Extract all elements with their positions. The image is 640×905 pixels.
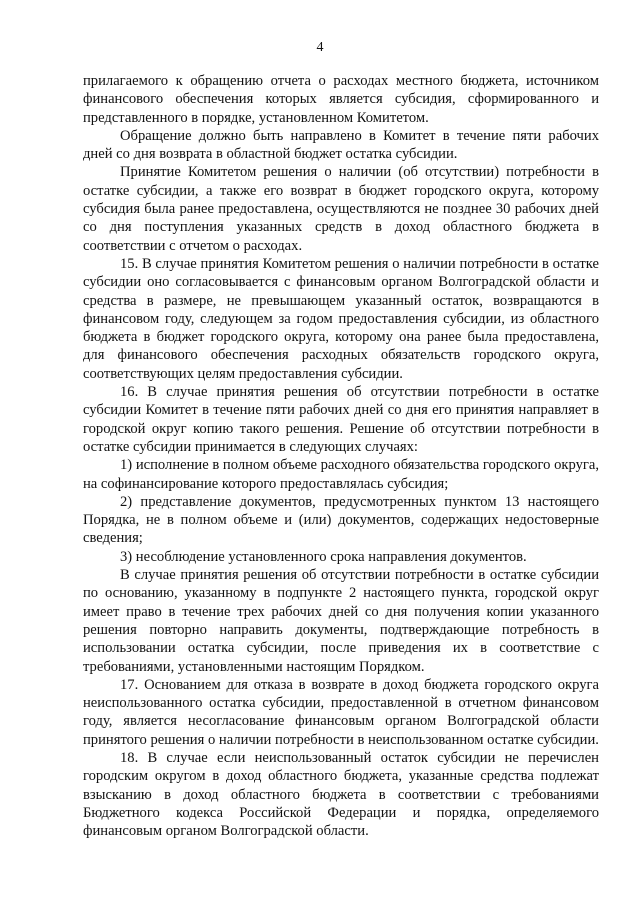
document-body [83,72,599,840]
paragraph: 15. В случае принятия Комитетом решения о наличии потребности в остатке субсидии оно согласовывается с финансовым органом Волгоградской области и средства в размере, не превышающем указанный остаток, возвращаются в финансовом году, следующем за годом предоставления субсидии, из областного бюджета в бюджет городского округа, которому она ранее была предоставлена, для финансового обеспечения расходных обязательств городского округа, соответствующих целям предоставления субсидии. [83,255,599,382]
list-item: 3) несоблюдение установленного срока направления документов. [120,548,527,565]
paragraph: В случае принятия решения об отсутствии потребности в остатке субсидии по основанию, указанному в подпункте 2 настоящего пункта, городской округ имеет право в течение трех рабочих дней со дня получения копии указанного решения повторно направить документы, подтверждающие потребность в использовании остатка субсидии, после приведения их в соответствие с требованиями, установленными настоящим Порядком. [83,567,599,675]
list-item: 1) исполнение в полном объеме расходного обязательства городского округа, на софинансирование которого предоставлялась субсидия; [83,457,599,492]
paragraph: Обращение должно быть направлено в Комитет в течение пяти рабочих дней со дня возврата в областной бюджет остатка субсидии. [83,127,599,163]
paragraph: Принятие Комитетом решения о наличии (об отсутствии) потребности в остатке субсидии, а также его возврат в бюджет городского округа, которому субсидия была ранее предоставлена, осуществляются не позднее 30 рабочих дней со дня поступления указанных средств в доход областного бюджета в соответствии с отчетом о расходах. [83,164,599,254]
list-item: 2) представление документов, предусмотренных пунктом 13 настоящего Порядка, не в полном объеме и (или) документов, содержащих недостоверные сведения; [83,493,599,547]
paragraph: 17. Основанием для отказа в возврате в доход бюджета городского округа неиспользованного остатка субсидии, предоставленной в отчетном финансовом году, является несогласование финансовым органом Волгоградской области принятого решения о наличии потребности в неиспользованном остатке субсидии. [83,676,599,748]
paragraph: 18. В случае если неиспользованный остаток субсидии не перечислен городским округом в доход областного бюджета, указанные средства подлежат взысканию в доход областного бюджета в соответствии с требованиями Бюджетного кодекса Российской Федерации и порядка, определяемого финансовым органом Волгоградской области. [83,749,599,840]
paragraph: прилагаемого к обращению отчета о расходах местного бюджета, источником финансового обеспечения которых является субсидия, сформированного и представленного в порядке, установленном Комитетом. [83,73,599,126]
page-number: 4 [316,40,324,55]
paragraph: 16. В случае принятия решения об отсутствии потребности в остатке субсидии Комитет в течение пяти рабочих дней со дня его принятия направляет в городской округ копию такого решения. Решение об отсутствии потребности в остатке субсидии принимается в следующих случаях: [83,384,599,455]
